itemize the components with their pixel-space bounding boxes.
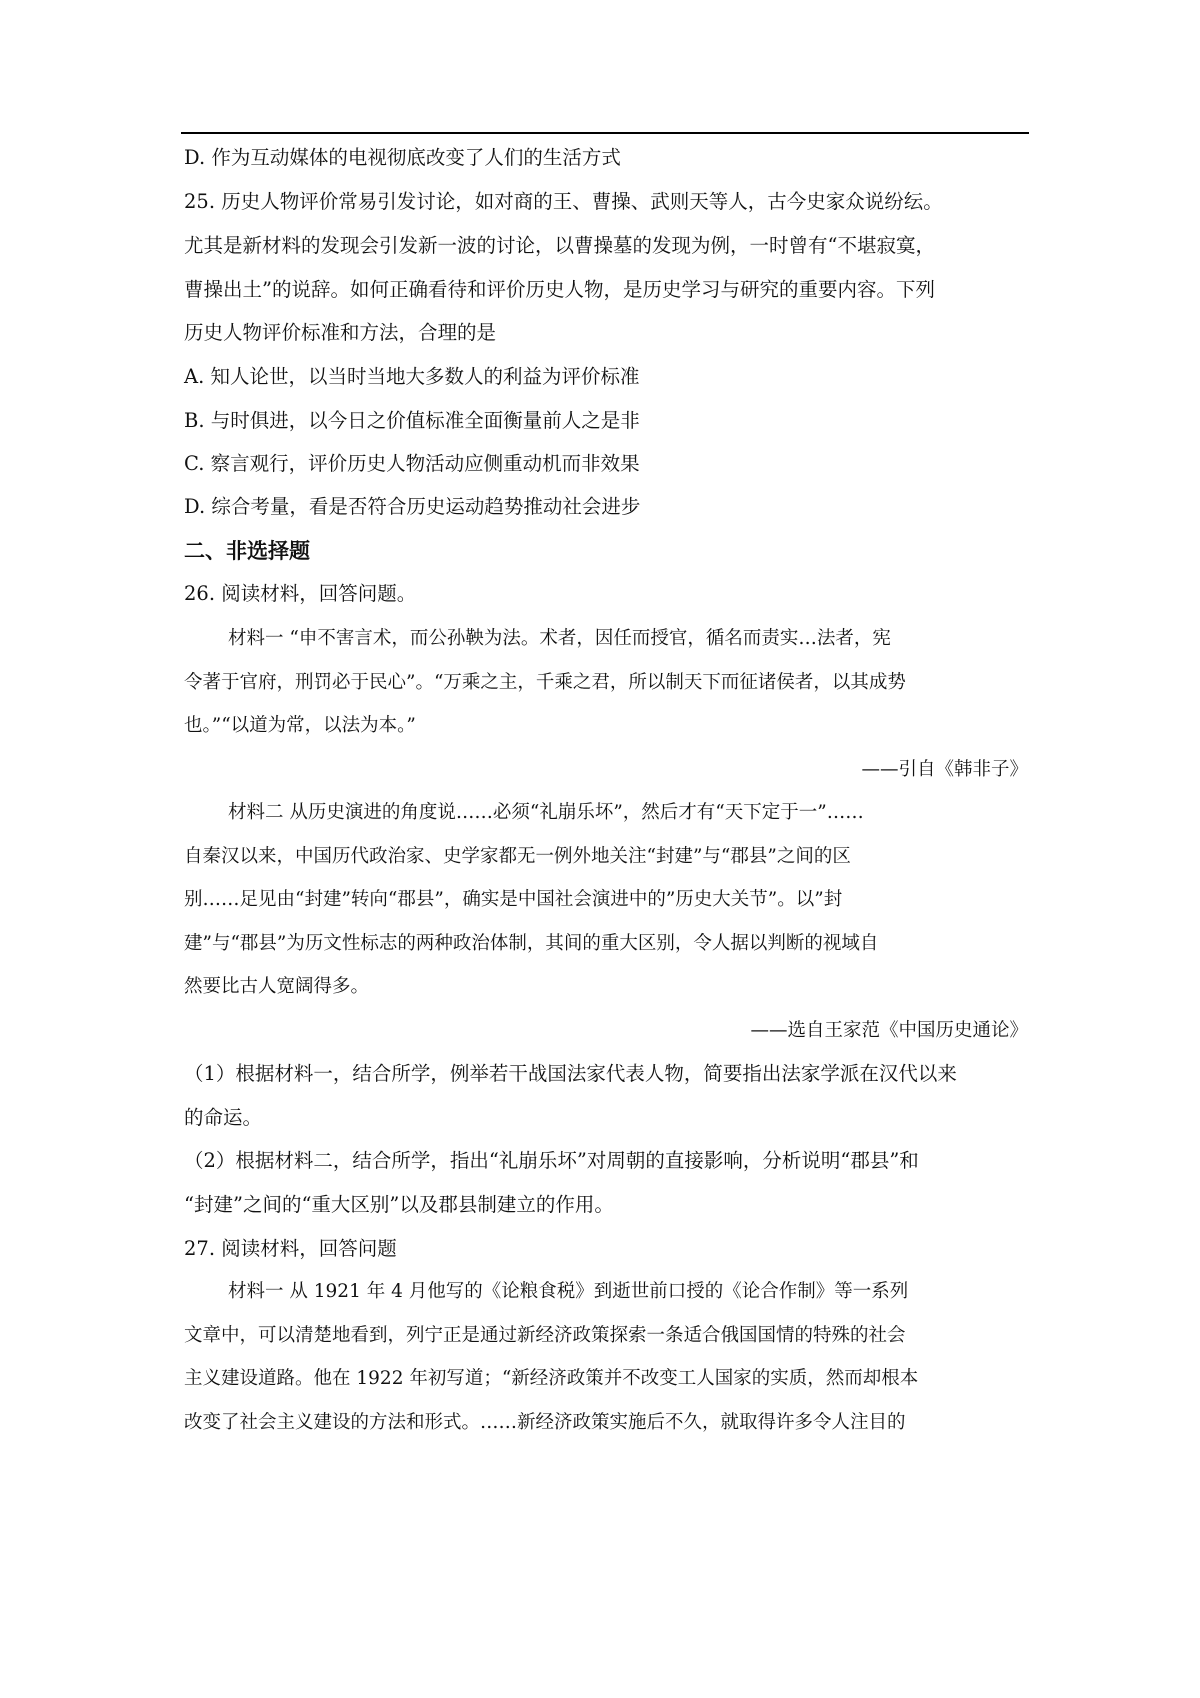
section-heading: 二、非选择题 bbox=[184, 539, 310, 563]
q27-material-1-line-1: 材料一 从 1921 年 4 月他写的《论粮食税》到逝世前口授的《论合作制》等一系列 bbox=[228, 1281, 909, 1302]
q26-material-1-line-3: 也。”“以道为常，以法为本。” bbox=[184, 715, 416, 736]
q26-material-1-source: ——引自《韩非子》 bbox=[861, 759, 1028, 780]
q25-option-a: A. 知人论世，以当时当地大多数人的利益为评价标准 bbox=[184, 365, 640, 388]
header-rule bbox=[181, 132, 1029, 134]
q25-option-d: D. 综合考量，看是否符合历史运动趋势推动社会进步 bbox=[184, 495, 641, 518]
q26-sub-2-line-2: “封建”之间的“重大区别”以及郡县制建立的作用。 bbox=[184, 1193, 614, 1216]
q25-stem-line-2: 尤其是新材料的发现会引发新一波的讨论，以曹操墓的发现为例，一时曾有“不堪寂寞， bbox=[184, 234, 935, 257]
q26-sub-1-line-2: 的命运。 bbox=[184, 1106, 263, 1129]
q25-option-c: C. 察言观行，评价历史人物活动应侧重动机而非效果 bbox=[184, 452, 640, 475]
q25-option-b: B. 与时俱进，以今日之价值标准全面衡量前人之是非 bbox=[184, 409, 640, 432]
q25-stem-line-4: 历史人物评价标准和方法，合理的是 bbox=[184, 321, 497, 344]
q26-material-1-line-2: 令著于官府，刑罚必于民心”。“万乘之主，千乘之君，所以制天下而征诸侯者，以其成势 bbox=[184, 672, 906, 693]
q26-sub-2-line-1: （2）根据材料二，结合所学，指出“礼崩乐坏”对周朝的直接影响，分析说明“郡县”和 bbox=[184, 1149, 919, 1172]
q27-material-1-line-2: 文章中，可以清楚地看到，列宁正是通过新经济政策探索一条适合俄国国情的特殊的社会 bbox=[184, 1325, 906, 1346]
q26-material-2-line-2: 自秦汉以来，中国历代政治家、史学家都无一例外地关注“封建”与“郡县”之间的区 bbox=[184, 846, 851, 867]
q25-stem-line-1: 25. 历史人物评价常易引发讨论，如对商的王、曹操、武则天等人，古今史家众说纷纭。 bbox=[184, 190, 943, 213]
q26-material-2-line-3: 别……足见由“封建”转向“郡县”，确实是中国社会演进中的”历史大关节”。以”封 bbox=[184, 889, 843, 910]
q27-title: 27. 阅读材料，回答问题 bbox=[184, 1237, 397, 1260]
q26-material-2-source: ——选自王家范《中国历史通论》 bbox=[750, 1020, 1028, 1041]
q27-material-1-line-3: 主义建设道路。他在 1922 年初写道；“新经济政策并不改变工人国家的实质，然而却根本 bbox=[184, 1368, 919, 1389]
q25-stem-line-3: 曹操出土”的说辞。如何正确看待和评价历史人物，是历史学习与研究的重要内容。下列 bbox=[184, 278, 935, 301]
q26-material-2-line-4: 建”与“郡县”为历文性标志的两种政治体制，其间的重大区别，令人据以判断的视域自 bbox=[184, 933, 879, 954]
q26-material-1-line-1: 材料一 “申不害言术，而公孙鞅为法。术者，因任而授官，循名而责实…法者，宪 bbox=[228, 628, 891, 649]
q26-material-2-line-1: 材料二 从历史演进的角度说……必须“礼崩乐坏”，然后才有“天下定于一”…… bbox=[228, 802, 864, 823]
q26-sub-1-line-1: （1）根据材料一，结合所学，例举若干战国法家代表人物，简要指出法家学派在汉代以来 bbox=[184, 1062, 957, 1085]
q26-title: 26. 阅读材料，回答问题。 bbox=[184, 582, 417, 605]
q27-material-1-line-4: 改变了社会主义建设的方法和形式。……新经济政策实施后不久，就取得许多令人注目的 bbox=[184, 1412, 906, 1433]
q24-option-d: D. 作为互动媒体的电视彻底改变了人们的生活方式 bbox=[184, 146, 621, 169]
q26-material-2-line-5: 然要比古人宽阔得多。 bbox=[184, 976, 370, 997]
